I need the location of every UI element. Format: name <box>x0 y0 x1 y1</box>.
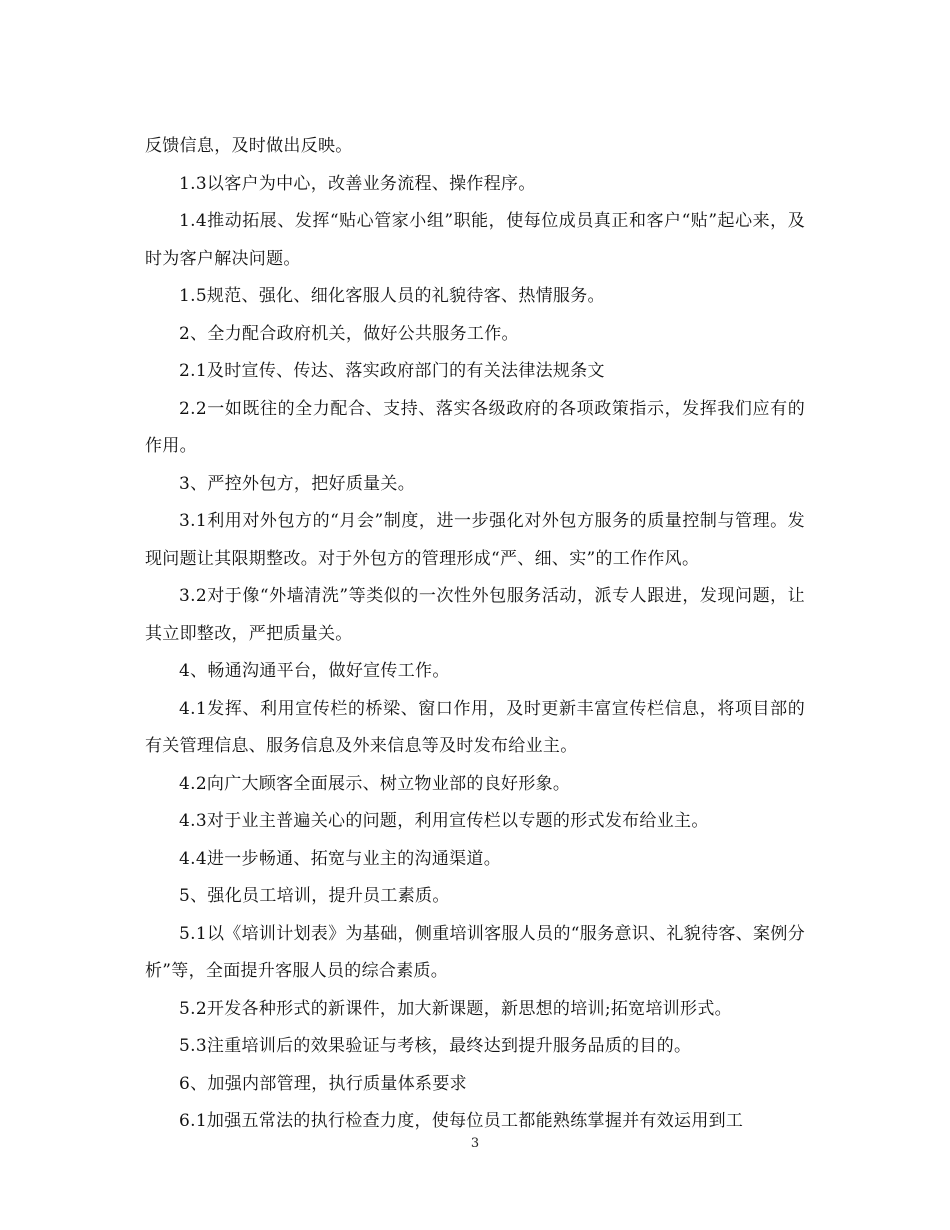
paragraph: 4.2向广大顾客全面展示、树立物业部的良好形象。 <box>179 773 571 794</box>
paragraph: 2.2一如既往的全力配合、支持、落实各级政府的各项政策指示，发挥我们应有的作用。 <box>145 398 805 456</box>
paragraph: 1.4推动拓展、发挥“贴心管家小组”职能，使每位成员真正和客户“贴”起心来，及时为客户解决问题。 <box>145 211 805 269</box>
paragraph: 1.3以客户为中心，改善业务流程、操作程序。 <box>179 173 536 194</box>
paragraph: 3.1利用对外包方的“月会”制度，进一步强化对外包方服务的质量控制与管理。发现问题让其限期整改。对于外包方的管理形成“严、细、实”的工作作风。 <box>145 511 805 569</box>
paragraph: 反馈信息，及时做出反映。 <box>145 136 353 156</box>
paragraph: 6.1加强五常法的执行检查力度，使每位员工都能熟练掌握并有效运用到工 <box>179 1111 744 1131</box>
section-heading: 6、加强内部管理，执行质量体系要求 <box>179 1073 467 1094</box>
paragraph: 2.1及时宣传、传达、落实政府部门的有关法律法规条文 <box>179 361 605 381</box>
paragraph: 3.2对于像“外墙清洗”等类似的一次性外包服务活动，派专人跟进，发现问题，让其立即整改，严把质量关。 <box>145 586 805 644</box>
page-number: 3 <box>470 1136 480 1151</box>
section-heading: 3、严控外包方，把好质量关。 <box>179 473 416 494</box>
paragraph: 4.4进一步畅通、拓宽与业主的沟通渠道。 <box>179 848 502 869</box>
paragraph: 5.3注重培训后的效果验证与考核，最终达到提升服务品质的目的。 <box>179 1036 692 1056</box>
body-text <box>145 128 805 1141</box>
paragraph: 4.3对于业主普遍关心的问题，利用宣传栏以专题的形式发布给业主。 <box>179 811 709 831</box>
paragraph: 5.1以《培训计划表》为基础，侧重培训客服人员的“服务意识、礼貌待客、案例分析”等，全面提升客服人员的综合素质。 <box>145 923 805 981</box>
section-heading: 4、畅通沟通平台，做好宣传工作。 <box>179 661 450 681</box>
section-heading: 5、强化员工培训，提升员工素质。 <box>179 886 450 906</box>
section-heading: 2、全力配合政府机关，做好公共服务工作。 <box>179 323 519 344</box>
paragraph: 5.2开发各种形式的新课件，加大新课题，新思想的培训;拓宽培训形式。 <box>179 998 732 1019</box>
paragraph: 1.5规范、强化、细化客服人员的礼貌待客、热情服务。 <box>179 286 605 306</box>
paragraph: 4.1发挥、利用宣传栏的桥梁、窗口作用，及时更新丰富宣传栏信息，将项目部的有关管理信息、服务信息及外来信息等及时发布给业主。 <box>145 698 805 756</box>
